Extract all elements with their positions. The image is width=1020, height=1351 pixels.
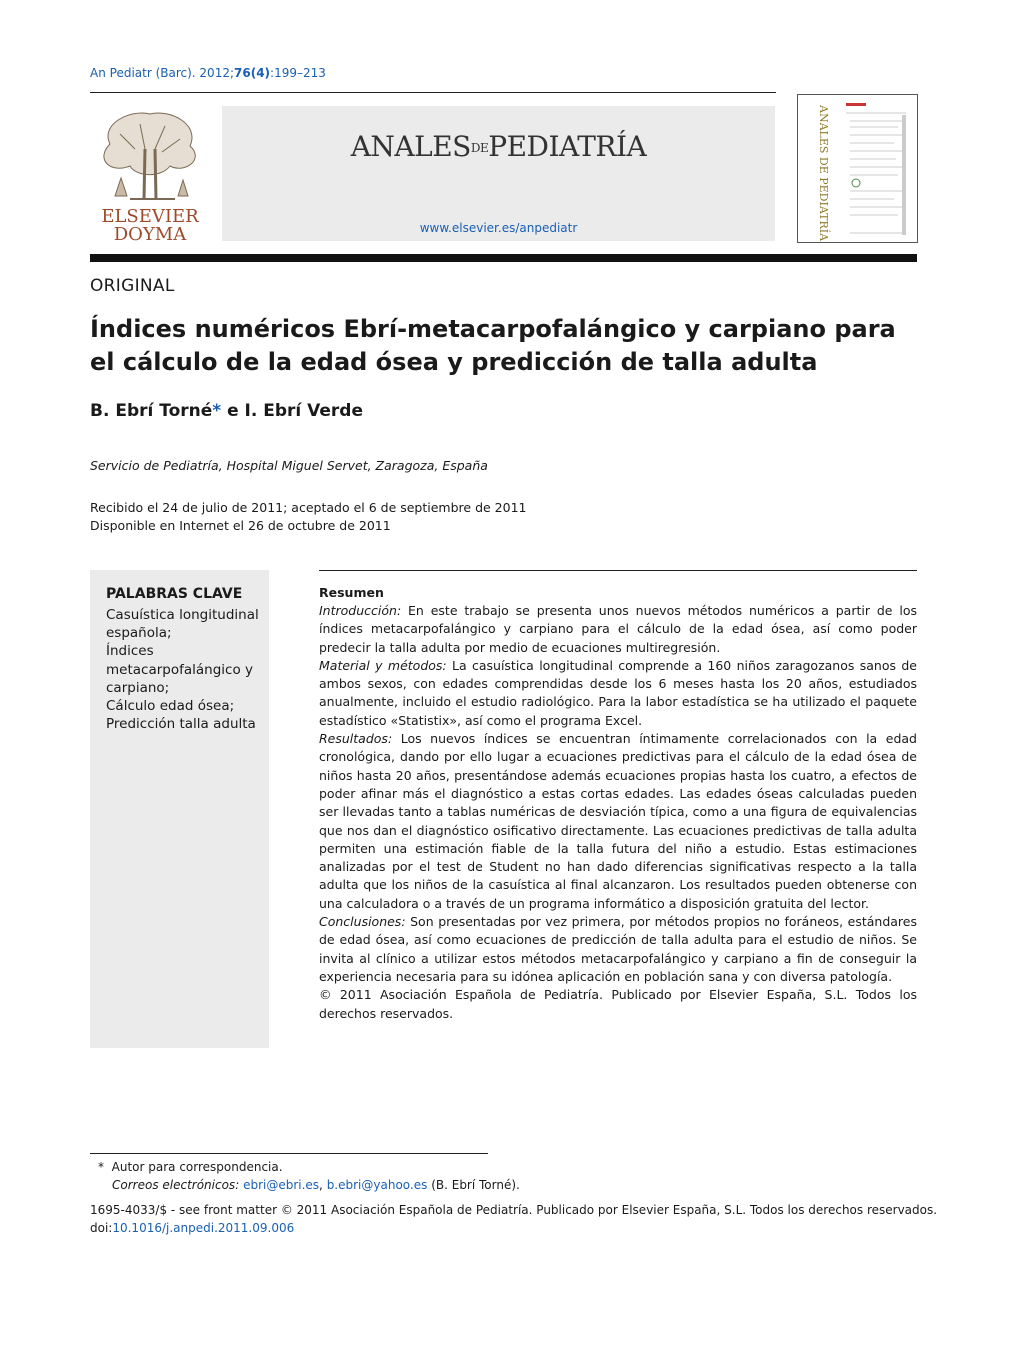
abstract-body bbox=[319, 602, 917, 1023]
abstract-copyright: © 2011 Asociación Española de Pediatría. Publicado por Elsevier España, S.L. Todos los derechos reservados. bbox=[319, 987, 917, 1021]
abstract-heading: Resumen bbox=[319, 585, 384, 600]
article-title: Índices numéricos Ebrí-metacarpofalángico y carpiano para el cálculo de la edad ósea y predicción de talla adulta bbox=[90, 315, 896, 376]
journal-cover-thumbnail bbox=[797, 94, 918, 243]
doi-line: doi:10.1016/j.anpedi.2011.09.006 bbox=[90, 1221, 295, 1235]
article-section-label: ORIGINAL bbox=[90, 276, 175, 296]
journal-url-link[interactable]: www.elsevier.es/anpediatr bbox=[419, 221, 578, 235]
abstract-introduction: Introducción: En este trabajo se presenta unos nuevos métodos numéricos a partir de los índices metacarpofalángico y carpiano para el cálculo de la edad ósea, así como poder predecir la talla adulta por medio de ecuaciones multiregresión. bbox=[319, 603, 917, 655]
doi-link[interactable]: 10.1016/j.anpedi.2011.09.006 bbox=[112, 1221, 295, 1235]
issn-line: 1695-4033/$ - see front matter © 2011 Asociación Española de Pediatría. Publicado por Elsevier España, S.L. Todos los derechos reservados. bbox=[90, 1203, 938, 1217]
keyword-item: Cálculo edad ósea; bbox=[106, 698, 235, 715]
keyword-item: Casuística longitudinal española; bbox=[106, 607, 259, 642]
publisher-line1: ELSEVIER bbox=[101, 206, 199, 227]
header-rule bbox=[90, 92, 776, 93]
author-list: B. Ebrí Torné* e I. Ebrí Verde bbox=[90, 401, 363, 421]
cover-spine-title: ANALES DE PEDIATRÍA bbox=[817, 105, 830, 242]
received-accepted-date: Recibido el 24 de julio de 2011; aceptado el 6 de septiembre de 2011 bbox=[90, 500, 527, 515]
author-1: B. Ebrí Torné bbox=[90, 401, 213, 421]
footnote bbox=[98, 1158, 520, 1194]
email-line: Correos electrónicos: ebri@ebri.es, b.ebri@yahoo.es (B. Ebrí Torné). bbox=[112, 1178, 520, 1192]
abstract-results: Resultados: Los nuevos índices se encuentran íntimamente correlacionados con la edad cronológica, dando por ello lugar a ecuaciones predictivas para el cálculo de la edad ósea de niños hasta 20 años, presentándose además ecuaciones propias hasta los cuatro, a efectos de poder afinar más el diagnóstico a estas cortas edades. Las edades óseas calculadas pueden ser llevadas tanto a tablas numéricas de desviación típica, como a una figura de equivalencias que nos dan el diagnóstico osificativo directamente. Las ecuaciones predictivas de talla adulta permiten una estimación fiable de la talla futura del niño a estudio. Estas estimaciones analizadas por el test de Student no han dado diferencias significativas respecto a la talla adulta que los niños de la casuística al final alcanzaron. Los resultados pueden obtenerse con una calculadora o a través de un programa informático a disposición gratuita del lector. bbox=[319, 731, 917, 911]
elsevier-tree-icon bbox=[90, 104, 210, 244]
keywords-list bbox=[106, 606, 266, 733]
email-link-2[interactable]: b.ebri@yahoo.es bbox=[326, 1178, 428, 1192]
header-thick-rule bbox=[90, 254, 917, 262]
abstract-conclusions: Conclusiones: Son presentadas por vez primera, por métodos propios no foráneos, estándares de edad ósea, así como ecuaciones de predicción de talla adulta para el estudio de niños. Se invita al clínico a utilizar estos métodos metacarpofalángico y carpiano a fin de conseguir la experiencia necesaria para su idónea aplicación en población sana y con diversa patología. bbox=[319, 914, 917, 984]
author-2: I. Ebrí Verde bbox=[244, 401, 363, 421]
journal-citation[interactable]: An Pediatr (Barc). 2012;76(4):199–213 bbox=[90, 66, 326, 80]
keywords-heading: PALABRAS CLAVE bbox=[106, 586, 243, 602]
footnote-rule bbox=[90, 1153, 488, 1154]
elsevier-doyma-logo bbox=[90, 104, 210, 244]
keyword-item: Índices metacarpofalángico y carpiano; bbox=[106, 643, 253, 696]
keyword-item: Predicción talla adulta bbox=[106, 716, 256, 733]
corresponding-author-marker[interactable]: * bbox=[212, 401, 222, 421]
abstract-methods: Material y métodos: La casuística longitudinal comprende a 160 niños zaragozanos sanos de ambos sexos, con edades comprendidas desde los 6 meses hasta los 20 años, estudiados anualmente, incluido el estudio radiológico. Para la labor estadística se ha utilizado el paquete estadístico «Statistix», así como el programa Excel. bbox=[319, 657, 917, 728]
journal-name: ANALESDEPEDIATRÍA bbox=[350, 130, 647, 163]
corresponding-note: * Autor para correspondencia. bbox=[98, 1160, 283, 1174]
email-link-1[interactable]: ebri@ebri.es bbox=[243, 1178, 320, 1192]
affiliation: Servicio de Pediatría, Hospital Miguel Servet, Zaragoza, España bbox=[90, 458, 488, 473]
abstract-rule bbox=[319, 570, 917, 571]
online-date: Disponible en Internet el 26 de octubre de 2011 bbox=[90, 518, 391, 533]
issn-doi-block bbox=[90, 1201, 937, 1237]
publisher-line2: DOYMA bbox=[113, 224, 187, 244]
article-dates bbox=[90, 499, 526, 535]
